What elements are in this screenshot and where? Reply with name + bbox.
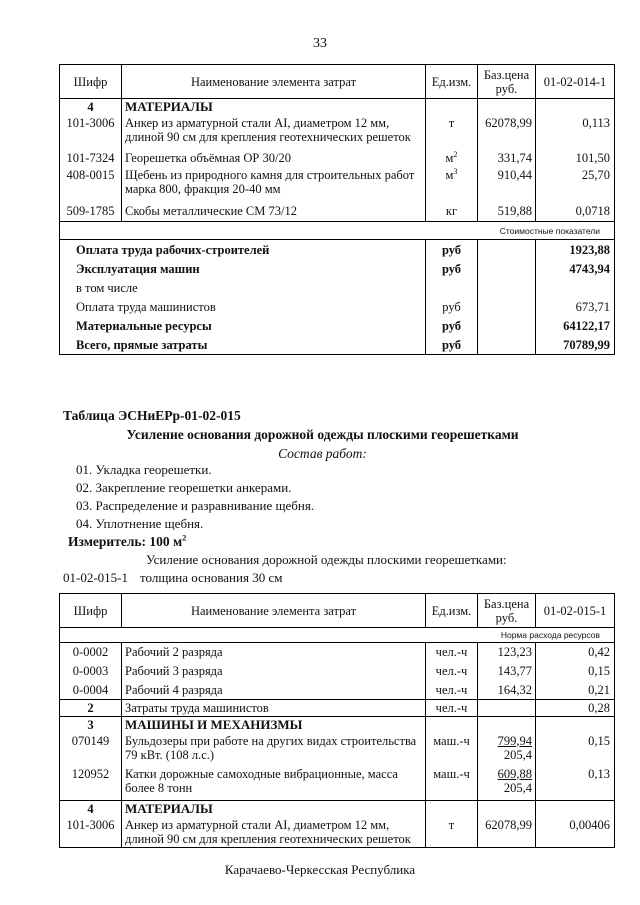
section-title: МАШИНЫ И МЕХАНИЗМЫ	[122, 717, 426, 734]
measure-unit: Измеритель: 100 $м^2$	[68, 533, 187, 549]
row-unit: $м^3$	[426, 168, 478, 202]
header-code: Шифр	[60, 65, 122, 99]
resource-table-2	[59, 593, 615, 848]
row-value: 0,0718	[536, 202, 615, 222]
row-code: 070149	[60, 734, 122, 765]
table-row	[60, 148, 615, 168]
row-value: 0,15	[536, 662, 615, 681]
row-unit: чел.-ч	[426, 662, 478, 681]
summary-value: 1923,88	[536, 240, 615, 260]
row-name: Щебень из природного камня для строительных работ марка 800, фракция 20-40 мм	[122, 168, 426, 202]
summary-label: Оплата труда машинистов	[60, 297, 426, 316]
summary-unit: руб	[426, 316, 478, 335]
summary-label: Всего, прямые затраты	[60, 335, 426, 355]
summary-label: Оплата труда рабочих-строителей	[60, 240, 426, 260]
row-unit: чел.-ч	[426, 643, 478, 662]
variant-description: Усиление основания дорожной одежды плоскими георешетками:	[146, 552, 507, 567]
table-subtitle: Усиление основания дорожной одежды плоскими георешетками	[126, 427, 519, 442]
table-heading: Таблица ЭСНиЕРр-01-02-015	[63, 408, 241, 423]
row-price: 143,77	[478, 662, 536, 681]
row-price: 62078,99	[478, 116, 536, 148]
table-header-row	[60, 594, 615, 628]
row-value: 25,70	[536, 168, 615, 202]
table-row	[60, 168, 615, 202]
row-code: 101-3006	[60, 116, 122, 148]
row-name: Рабочий 2 разряда	[122, 643, 426, 662]
section-row	[60, 801, 615, 818]
summary-unit: руб	[426, 240, 478, 260]
row-price: 910,44	[478, 168, 536, 202]
row-unit: т	[426, 818, 478, 848]
cost-indicators-caption: Стоимостные показатели	[60, 222, 615, 240]
row-value: 0,13	[536, 765, 615, 801]
summary-value: 64122,17	[536, 316, 615, 335]
row-name: Бульдозеры при работе на других видах строительства 79 кВт. (108 л.с.)	[122, 734, 426, 765]
summary-value: 673,71	[536, 297, 615, 316]
summary-label: Эксплуатация машин	[60, 259, 426, 278]
header-name: Наименование элемента затрат	[122, 594, 426, 628]
row-name: Анкер из арматурной стали AI, диаметром 12 мм, длиной 90 см для крепления геотехнических решеток	[122, 818, 426, 848]
section-row	[60, 717, 615, 734]
variant-thickness: толщина основания 30 см	[140, 570, 283, 585]
variant-code: 01-02-015-1	[63, 570, 128, 585]
page-number: 33	[313, 36, 327, 51]
caption-row	[60, 628, 615, 643]
summary-row	[60, 297, 615, 316]
summary-row	[60, 240, 615, 260]
row-value: 101,50	[536, 148, 615, 168]
row-code: 0-0002	[60, 643, 122, 662]
row-price: 123,23	[478, 643, 536, 662]
table-row	[60, 202, 615, 222]
row-unit: т	[426, 116, 478, 148]
row-code: 101-3006	[60, 818, 122, 848]
row-name: Катки дорожные самоходные вибрационные, масса более 8 тонн	[122, 765, 426, 801]
table-row	[60, 681, 615, 700]
summary-label: в том числе	[60, 278, 426, 297]
summary-unit: руб	[426, 297, 478, 316]
row-value: 0,28	[536, 700, 615, 717]
section-number: 4	[60, 801, 122, 818]
row-code: 0-0004	[60, 681, 122, 700]
row-name: Анкер из арматурной стали AI, диаметром 12 мм, длиной 90 см для крепления геотехнических решеток	[122, 116, 426, 148]
row-code: 408-0015	[60, 168, 122, 202]
row-unit: чел.-ч	[426, 700, 478, 717]
work-composition-title: Состав работ:	[278, 446, 367, 461]
row-code: 0-0003	[60, 662, 122, 681]
work-item: 03. Распределение и разравнивание щебня.	[76, 498, 315, 513]
row-code: 2	[60, 700, 122, 717]
row-value: 0,00406	[536, 818, 615, 848]
row-price: 62078,99	[478, 818, 536, 848]
section-number: 3	[60, 717, 122, 734]
summary-value: 70789,99	[536, 335, 615, 355]
summary-row	[60, 259, 615, 278]
page-footer: Карачаево-Черкесская Республика	[224, 862, 416, 877]
row-value: 0,113	[536, 116, 615, 148]
header-variant-code: 01-02-014-1	[536, 65, 615, 99]
norm-caption: Норма расхода ресурсов	[60, 628, 615, 643]
header-price: Баз.цена руб.	[478, 65, 536, 99]
section-title: МАТЕРИАЛЫ	[122, 99, 426, 116]
table-row	[60, 700, 615, 717]
row-value: 0,21	[536, 681, 615, 700]
table-row	[60, 734, 615, 765]
section-title: МАТЕРИАЛЫ	[122, 801, 426, 818]
row-value: 0,42	[536, 643, 615, 662]
section-row	[60, 99, 615, 116]
row-unit: кг	[426, 202, 478, 222]
row-name: Георешетка объёмная ОР 30/20	[122, 148, 426, 168]
row-unit: чел.-ч	[426, 681, 478, 700]
summary-row	[60, 278, 615, 297]
row-name: Скобы металлические СМ 73/12	[122, 202, 426, 222]
table-header-row	[60, 65, 615, 99]
table-row	[60, 643, 615, 662]
row-name: Рабочий 4 разряда	[122, 681, 426, 700]
header-code: Шифр	[60, 594, 122, 628]
resource-table-1	[59, 64, 615, 355]
work-item: 04. Уплотнение щебня.	[76, 516, 204, 531]
summary-unit: руб	[426, 335, 478, 355]
summary-value: 4743,94	[536, 259, 615, 278]
header-price: Баз.цена руб.	[478, 594, 536, 628]
caption-row	[60, 222, 615, 240]
work-item: 01. Укладка георешетки.	[76, 462, 212, 477]
row-unit: маш.-ч	[426, 765, 478, 801]
header-unit: Ед.изм.	[426, 594, 478, 628]
row-price: 519,88	[478, 202, 536, 222]
row-name: Рабочий 3 разряда	[122, 662, 426, 681]
row-unit: $м^2$	[426, 148, 478, 168]
summary-row	[60, 335, 615, 355]
summary-unit: руб	[426, 259, 478, 278]
header-name: Наименование элемента затрат	[122, 65, 426, 99]
summary-row	[60, 316, 615, 335]
row-price: 799,94 205,4	[478, 734, 536, 765]
row-unit: маш.-ч	[426, 734, 478, 765]
row-price: 609,88 205,4	[478, 765, 536, 801]
row-price: 164,32	[478, 681, 536, 700]
table-row	[60, 818, 615, 848]
header-variant-code: 01-02-015-1	[536, 594, 615, 628]
row-code: 120952	[60, 765, 122, 801]
table-row	[60, 765, 615, 801]
row-code: 101-7324	[60, 148, 122, 168]
row-price: 331,74	[478, 148, 536, 168]
header-unit: Ед.изм.	[426, 65, 478, 99]
row-code: 509-1785	[60, 202, 122, 222]
summary-label: Материальные ресурсы	[60, 316, 426, 335]
table-row	[60, 116, 615, 148]
table-row	[60, 662, 615, 681]
section-number: 4	[60, 99, 122, 116]
work-item: 02. Закрепление георешетки анкерами.	[76, 480, 292, 495]
row-name: Затраты труда машинистов	[122, 700, 426, 717]
row-value: 0,15	[536, 734, 615, 765]
